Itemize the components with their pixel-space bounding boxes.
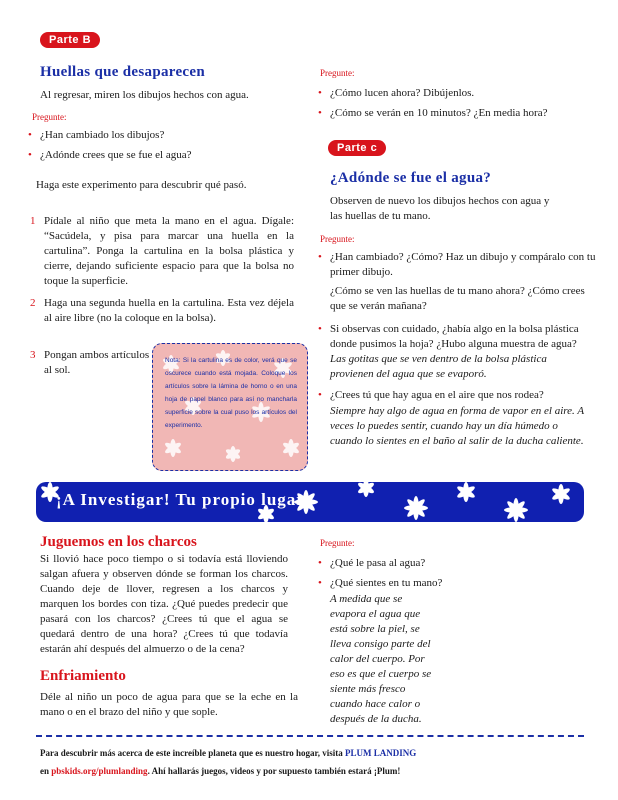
step-1: [30, 214, 294, 289]
part-b-question-2: • ¿Adónde crees que se fue el agua?: [28, 148, 300, 163]
part-b-pregunta-label: Pregunte:: [32, 112, 67, 122]
part-b-question-1: • ¿Han cambiado los dibujos?: [28, 128, 300, 143]
pbskids-link[interactable]: pbskids.org/plumlanding: [51, 766, 148, 776]
section-banner: [36, 482, 584, 522]
footer-text: en: [40, 766, 52, 776]
part-c-badge: Parte c: [328, 140, 386, 156]
part-c-answer-3: Siempre hay algo de agua en forma de vapor en el aire. A veces lo puedes sentir, cuando hay un día húmedo o cuando lo sientes en el baño al salir de la ducha caliente.: [330, 405, 584, 447]
right-bottom-question-2: • ¿Qué sientes en tu mano?: [318, 576, 580, 591]
step-3: [30, 348, 154, 378]
step-text: Pídale al niño que meta la mano en el agua. Dígale: “Sacúdela, y pisa para marcar una huella en la cartulina”. Ponga la cartulina en la bolsa plástica y cierre, dejando suficiente espacio para que la bolsa no toque la superficie.: [44, 215, 294, 287]
part-c-question-3: • ¿Crees tú que hay agua en el aire que nos rodea?: [318, 388, 598, 403]
enfriamiento-text: Déle al niño un poco de agua para que se la eche en la mano o en el brazo del niño y que sople.: [40, 691, 298, 718]
plum-landing-link[interactable]: PLUM LANDING: [344, 748, 417, 758]
right-top-question-1: • ¿Cómo lucen ahora? Dibújenlos.: [318, 86, 600, 101]
right-bottom-pregunta-label: Pregunte:: [320, 538, 355, 548]
enfriamiento-title: Enfriamiento: [40, 668, 126, 684]
part-b-intro: Al regresar, miren los dibujos hechos con agua.: [40, 89, 249, 101]
part-b-title: Huellas que desaparecen: [40, 64, 205, 80]
part-c-question-1: • ¿Han cambiado? ¿Cómo? Haz un dibujo y compáralo con tu primer dibujo.: [318, 250, 598, 280]
step-text: Pongan ambos artículos al sol.: [44, 349, 150, 376]
note-text: Nota: Si la cartulina es de color, verá que se oscurece cuando está mojada. Coloque los artículos sobre la lámina de horno o en una hoja de papel blanco para así no mancharla superficie sobre la cual puso los artículos del experimento.: [165, 357, 297, 429]
step-number: 1: [30, 215, 36, 227]
note-box: [152, 343, 308, 471]
part-c-pregunta-label: Pregunte:: [320, 234, 355, 244]
right-bottom-answer: A medida que se evapora el agua que está sobre la piel, se lleva consigo parte del calor del cuerpo. Por eso es que el cuerpo se siente más fresco cuando hace calor o después de la ducha.: [330, 593, 432, 725]
part-c-title: ¿Adónde se fue el agua?: [330, 170, 492, 186]
right-top-pregunta-label: Pregunte:: [320, 68, 355, 78]
footer-divider: [36, 735, 584, 737]
experiment-intro: Haga este experimento para descubrir qué pasó.: [36, 179, 247, 191]
part-b-badge: Parte B: [40, 32, 100, 48]
jueguemos-text: Si llovió hace poco tiempo o si todavía está lloviendo salgan afuera y observen dónde se forman los charcos. Cuando deje de llover, regresen a los charcos y marquen los bordes con tiza. ¿Qué puedes predecir que pasará con los charcos? ¿Crees tú que el agua se quedará dentro de una hora? ¿Crees tú que todavía estarán ahí después del almuerzo o de la cena?: [40, 553, 288, 655]
footer: [40, 744, 580, 780]
banner-title: ¡A Investigar! Tu propio lugar: [56, 490, 305, 509]
right-bottom-question-1: • ¿Qué le pasa al agua?: [318, 556, 580, 571]
step-2: [30, 296, 294, 326]
jueguemos-title: Juguemos en los charcos: [40, 534, 197, 550]
footer-text: Para descubrir más acerca de este increíble planeta que es nuestro hogar, visita: [40, 748, 345, 758]
step-number: 2: [30, 297, 36, 309]
step-text: Haga una segunda huella en la cartulina. Esta vez déjela al aire libre (no la coloque en la bolsa).: [44, 297, 294, 324]
part-c-intro: Observen de nuevo los dibujos hechos con agua y las huellas de tu mano.: [330, 195, 550, 222]
part-c-question-1b: ¿Cómo se ven las huellas de tu mano ahora? ¿Cómo crees que se verán mañana?: [330, 285, 585, 312]
part-c-answer-2: Las gotitas que se ven dentro de la bolsa plástica provienen del agua que se evaporó.: [330, 353, 547, 380]
right-top-question-2: • ¿Cómo se verán en 10 minutos? ¿En media hora?: [318, 106, 600, 121]
step-number: 3: [30, 349, 36, 361]
footer-text: . Ahí hallarás juegos, videos y por supuesto también estará ¡Plum!: [147, 766, 401, 776]
part-c-question-2: • Si observas con cuidado, ¿había algo en la bolsa plástica donde pusimos la hoja? ¿Hubo alguna muestra de agua?: [318, 322, 598, 352]
